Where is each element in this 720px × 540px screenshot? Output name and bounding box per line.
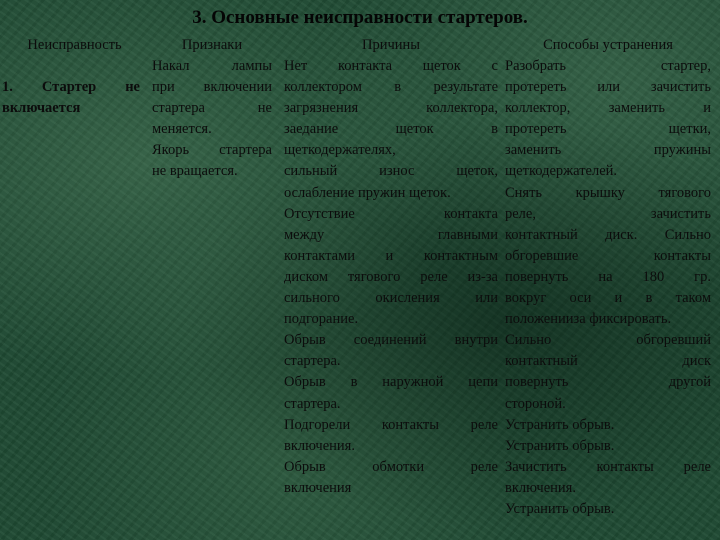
remedies-line: заменить пружины [505, 142, 711, 159]
remedies-line: Зачистить контакты реле [505, 458, 711, 475]
remedies-line: щеткодержателей. [505, 163, 618, 180]
page-title: 3. Основные неисправности стартеров. [192, 7, 528, 28]
causes-line: сильного окисления или [284, 290, 498, 307]
causes-line: заедание щеток в [284, 121, 498, 138]
causes-line: Отсутствие контакта [284, 205, 498, 222]
remedies-line: коллектор, заменить и [505, 100, 711, 117]
causes-line: подгорание. [284, 311, 359, 328]
header-remedies: Способы устранения [543, 37, 673, 53]
remedies-line: протереть или зачистить [505, 79, 711, 96]
remedies-line: Устранить обрыв. [505, 500, 615, 517]
remedies-line: реле, зачистить [505, 205, 711, 222]
signs-cell [152, 56, 272, 183]
causes-line: стартера. [284, 353, 341, 370]
header-fault: Неисправность [27, 37, 122, 53]
remedies-line: положенииза фиксировать. [505, 311, 672, 328]
header-causes: Причины [361, 37, 421, 53]
remedies-line: Устранить обрыв. [505, 416, 615, 433]
remedies-line: протереть щетки, [505, 121, 711, 138]
fault-line: включается [2, 100, 81, 117]
remedies-line: Сильно обгоревший [505, 332, 711, 349]
remedies-line: контактный диск. Сильно [505, 226, 711, 243]
header-signs: Признаки [181, 37, 243, 53]
causes-line: между главными [284, 226, 498, 243]
causes-line: Обрыв обмотки реле [284, 458, 498, 475]
signs-line: при включении [152, 79, 272, 96]
remedies-line: Снять крышку тягового [505, 184, 711, 201]
causes-cell [284, 56, 498, 499]
causes-line: ослабление пружин щеток. [284, 184, 451, 201]
causes-line: стартера. [284, 395, 341, 412]
remedies-line: контактный диск [505, 353, 711, 370]
remedies-line: обгоревшие контакты [505, 247, 711, 264]
remedies-line: вокруг оси и в таком [505, 290, 711, 307]
causes-line: включения. [284, 437, 355, 454]
remedies-cell [505, 56, 711, 520]
signs-line: стартера не [152, 100, 272, 117]
signs-line: Якорь стартера [152, 142, 272, 159]
remedies-line: повернуть другой [505, 374, 711, 391]
causes-line: Подгорели контакты реле [284, 416, 498, 433]
remedies-line: включения. [505, 479, 576, 496]
causes-line: Нет контакта щеток с [284, 58, 498, 74]
causes-line: включения [284, 479, 352, 496]
remedies-line: Устранить обрыв. [505, 437, 615, 454]
causes-line: Обрыв соединений внутри [284, 332, 498, 349]
fault-cell [2, 77, 140, 119]
causes-line: загрязнения коллектора, [284, 100, 498, 117]
signs-line: меняется. [152, 121, 212, 138]
fault-line: 1. Стартер не [2, 79, 140, 95]
causes-line: диском тягового реле из-за [284, 268, 498, 285]
signs-line: не вращается. [152, 163, 238, 180]
causes-line: сильный износ щеток, [284, 163, 498, 180]
remedies-line: Разобрать стартер, [505, 58, 711, 74]
remedies-line: стороной. [505, 395, 566, 412]
signs-line: Накал лампы [152, 58, 272, 74]
causes-line: коллектором в результате [284, 79, 498, 96]
remedies-line: повернуть на 180 гр. [505, 268, 711, 285]
causes-line: контактами и контактным [284, 247, 498, 264]
causes-line: Обрыв в наружной цепи [284, 374, 498, 391]
causes-line: щеткодержателях, [284, 142, 396, 159]
